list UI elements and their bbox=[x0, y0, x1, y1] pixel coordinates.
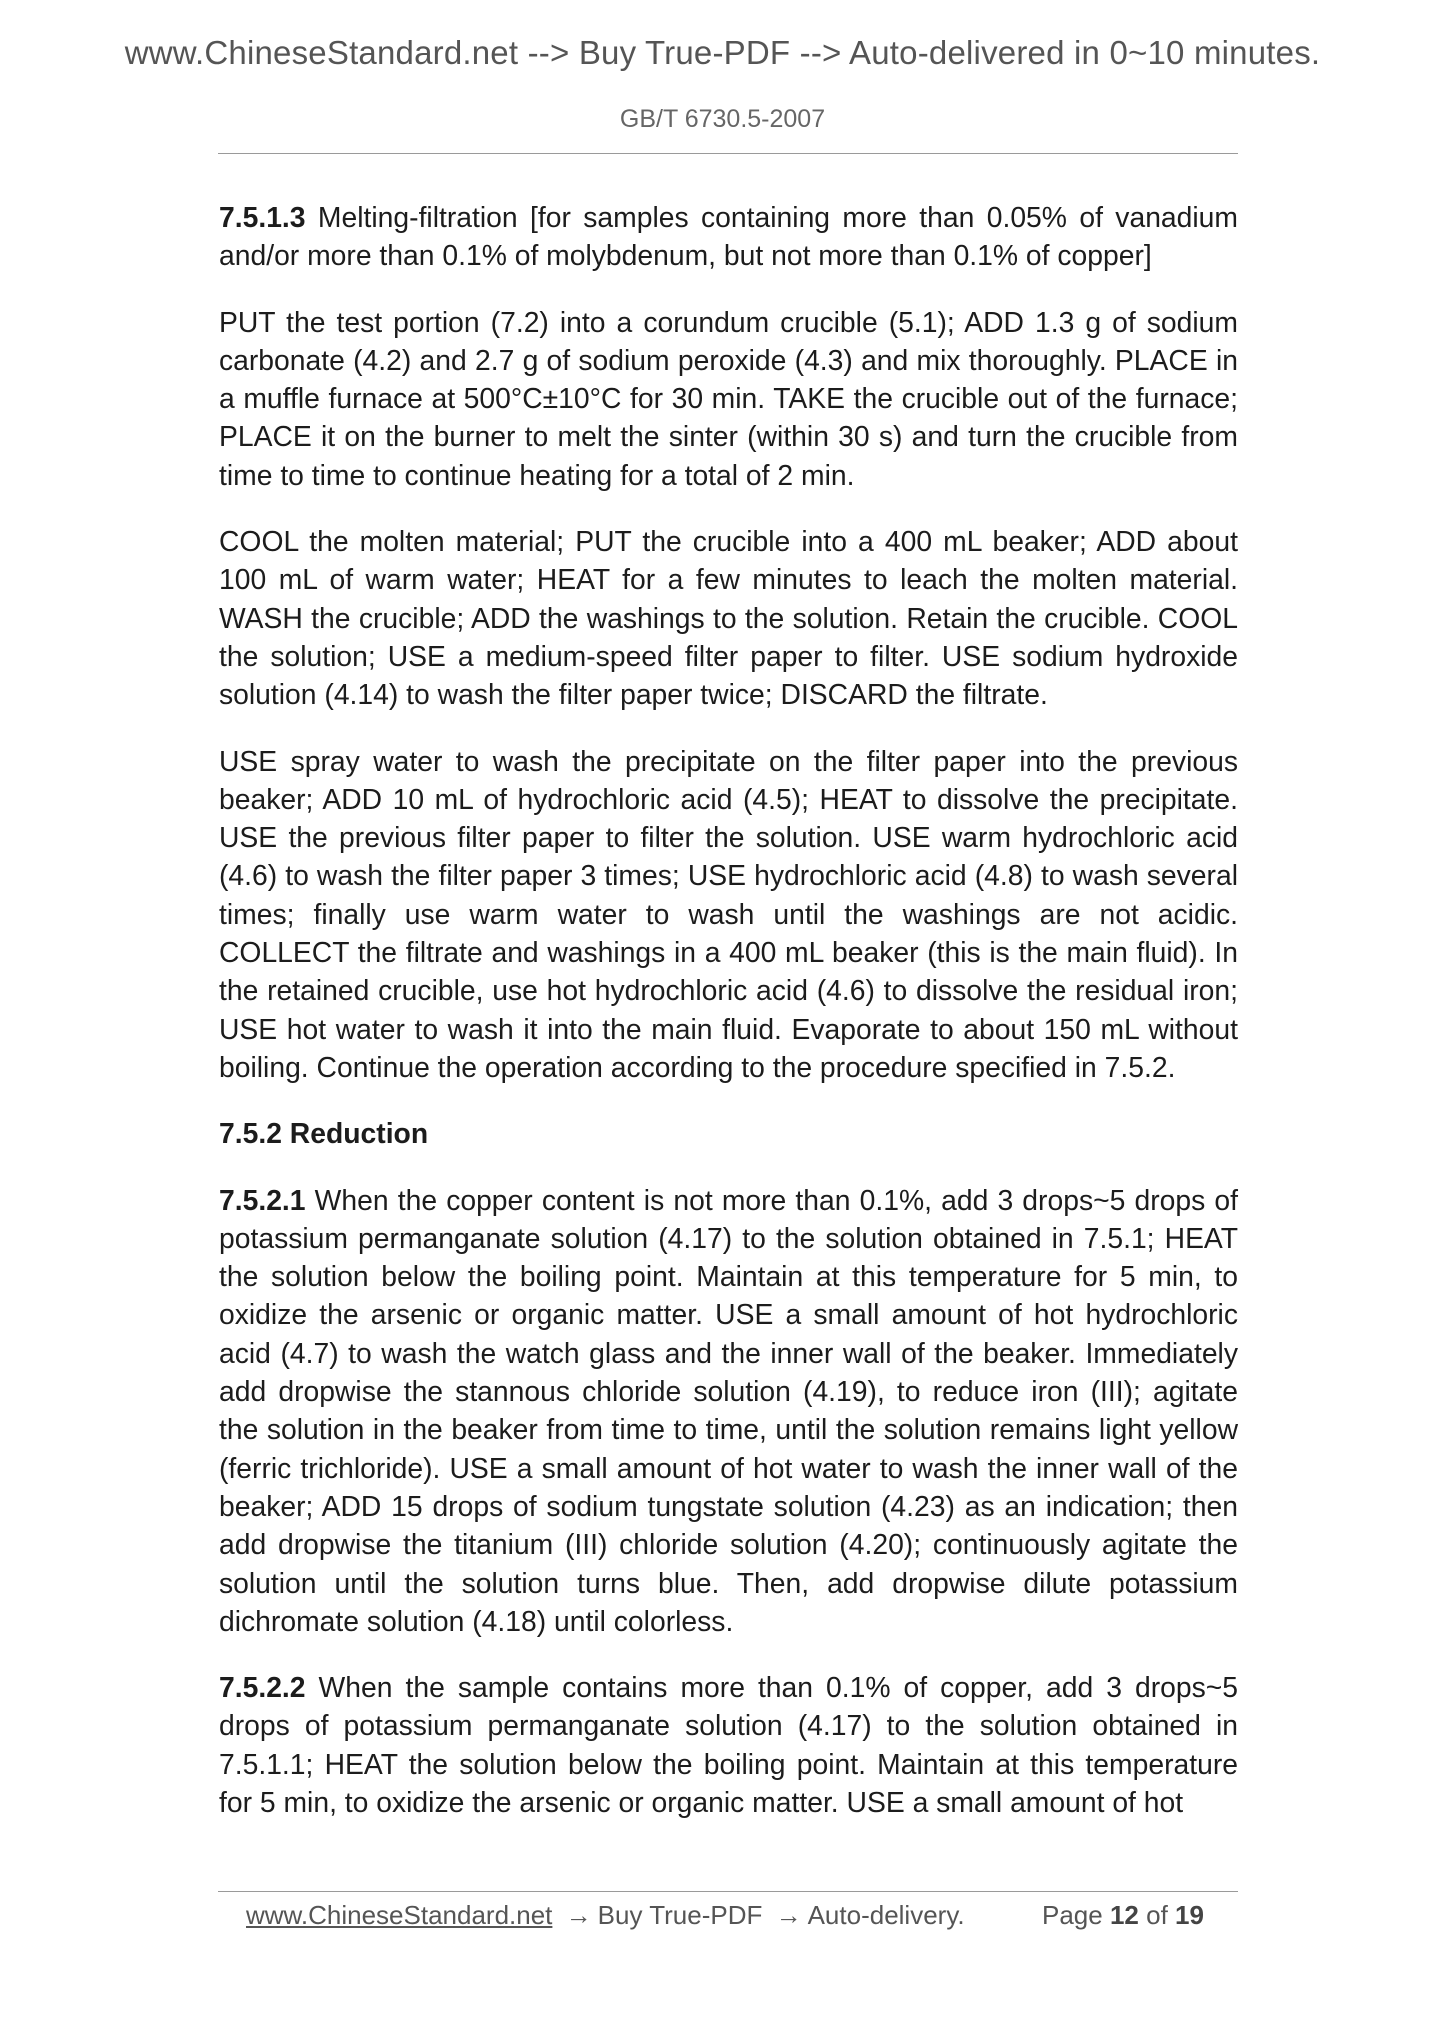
paragraph: PUT the test portion (7.2) into a corundum crucible (5.1); ADD 1.3 g of sodium carbonate (4.2) and 2.7 g of sodium peroxide (4.3) and mix thoroughly. PLACE in a muffle furnace at 500°C±10°C for 30 min. TAKE the crucible out of the furnace; PLACE it on the burner to melt the sinter (within 30 s) and turn the crucible from time to time to continue heating for a total of 2 min. bbox=[219, 305, 1238, 491]
footer-buy-text: Buy True-PDF bbox=[597, 1900, 763, 1930]
section-number: 7.5.1.3 bbox=[219, 201, 306, 233]
page-content bbox=[219, 198, 1238, 1849]
section-number: 7.5.2.1 bbox=[219, 1183, 306, 1216]
paragraph: COOL the molten material; PUT the crucible into a 400 mL beaker; ADD about 100 mL of warm water; HEAT for a few minutes to leach the molten material. WASH the crucible; ADD the washings to the solution. Retain the crucible. COOL the solution; USE a medium-speed filter paper to filter. USE sodium hydroxide solution (4.14) to wash the filter paper twice; DISCARD the filtrate. bbox=[219, 525, 1238, 711]
footer-delivery-text: Auto-delivery. bbox=[807, 1900, 965, 1930]
paragraph: USE spray water to wash the precipitate on the filter paper into the previous beaker; ADD 10 mL of hydrochloric acid (4.5); HEAT to dissolve the precipitate. USE the previous filter paper to filter the solution. USE warm hydrochloric acid (4.6) to wash the filter paper 3 times; USE hydrochloric acid (4.8) to wash several times; finally use warm water to wash until the washings are not acidic. COLLECT the filtrate and washings in a 400 mL beaker (this is the main fluid). In the retained crucible, use hot hydrochloric acid (4.6) to dissolve the residual iron; USE hot water to wash it into the main fluid. Evaporate to about 150 mL without boiling. Continue the operation according to the procedure specified in 7.5.2. bbox=[219, 744, 1238, 1083]
footer-divider bbox=[218, 1891, 1238, 1892]
section-7-5-1-3 bbox=[219, 198, 1238, 275]
document-id: GB/T 6730.5-2007 bbox=[619, 105, 826, 133]
section-7-5-2-1 bbox=[219, 1181, 1238, 1641]
footer-site-link[interactable]: www.ChineseStandard.net bbox=[246, 1900, 553, 1930]
site-banner: www.ChineseStandard.net --> Buy True-PDF --> Auto-delivered in 0~10 minutes. bbox=[124, 34, 1321, 71]
page-indicator bbox=[1042, 1900, 1204, 1931]
arrow-right-icon: → bbox=[565, 1900, 592, 1930]
arrow-right-icon: → bbox=[775, 1900, 802, 1930]
page-footer bbox=[246, 1900, 1236, 1931]
section-7-5-2-2 bbox=[219, 1668, 1238, 1821]
page-total: 19 bbox=[1175, 1900, 1204, 1930]
section-heading-7-5-2: 7.5.2 Reduction bbox=[219, 1117, 429, 1150]
page-number: 12 bbox=[1109, 1900, 1139, 1930]
section-text: When the copper content is not more than 0.1%, add 3 drops~5 drops of potassium permanganate solution (4.17) to the solution obtained in 7.5.1; HEAT the solution below the boiling point. Maintain at this temperature for 5 min, to oxidize the arsenic or organic matter. USE a small amount of hot hydrochloric acid (4.7) to wash the watch glass and the inner wall of the beaker. Immediately add dropwise the stannous chloride solution (4.19), to reduce iron (III); agitate the solution in the beaker from time to time, until the solution remains light yellow (ferric trichloride). USE a small amount of hot water to wash the inner wall of the beaker; ADD 15 drops of sodium tungstate solution (4.23) as an indication; then add dropwise the titanium (III) chloride solution (4.20); continuously agitate the solution until the solution turns blue. Then, add dropwise dilute potassium dichromate solution (4.18) until colorless. bbox=[219, 1183, 1238, 1637]
section-title: Melting-filtration [for samples containing more than 0.05% of vanadium and/or more than 0.1% of molybdenum, but not more than 0.1% of copper] bbox=[219, 201, 1238, 272]
section-text: When the sample contains more than 0.1% of copper, add 3 drops~5 drops of potassium permanganate solution (4.17) to the solution obtained in 7.5.1.1; HEAT the solution below the boiling point. Maintain at this temperature for 5 min, to oxidize the arsenic or organic matter. USE a small amount of hot bbox=[219, 1671, 1238, 1818]
section-number: 7.5.2.2 bbox=[219, 1671, 306, 1704]
page-label: Page bbox=[1042, 1900, 1103, 1930]
of-label: of bbox=[1146, 1900, 1168, 1930]
header-divider bbox=[218, 153, 1238, 154]
